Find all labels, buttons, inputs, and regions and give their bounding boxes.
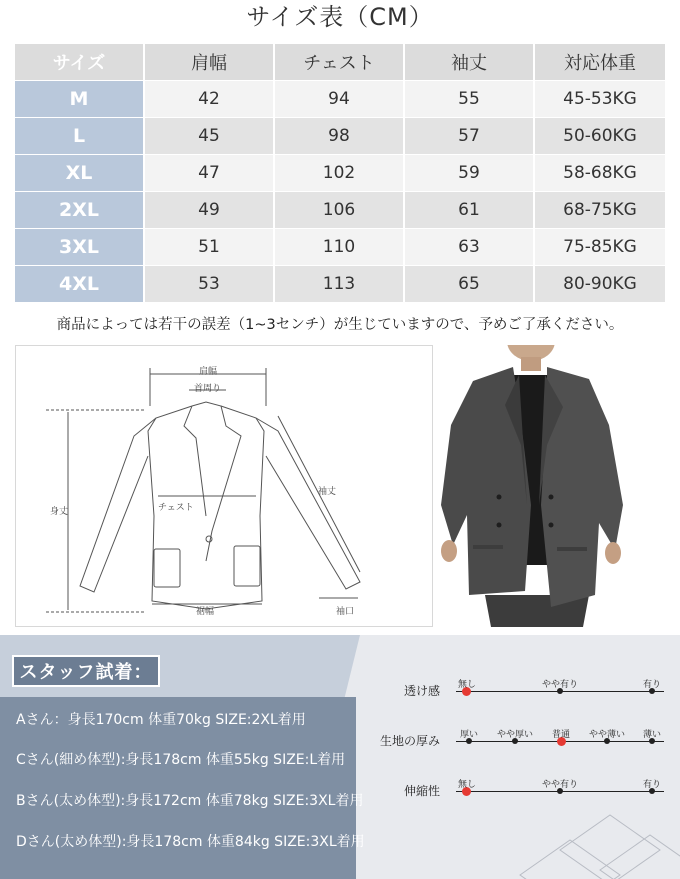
table-cell: 110 [275,229,403,265]
attr-tick-label: 普通 [551,730,571,740]
table-cell: 80-90KG [535,266,665,302]
header-cell-shoulder: 肩幅 [145,44,273,80]
header-cell-size: サイズ [15,44,143,80]
staff-line-b: Bさん(太め体型):身長172cm 体重78kg SIZE:3XL着用 [16,793,364,809]
page-title: サイズ表（CM） [246,3,434,31]
staff-info-box [0,697,365,879]
table-cell: 68-75KG [535,192,665,228]
table-cell: 63 [405,229,533,265]
attr-tick-label: 薄い [642,730,662,740]
table-cell: 47 [145,155,273,191]
model-photo [433,345,665,627]
table-cell-size: 3XL [15,229,143,265]
table-row [15,81,665,117]
attr-tick-label: やや薄い [588,730,626,740]
label-hem: 裾幅 [196,607,215,617]
table-cell: 49 [145,192,273,228]
table-cell: 53 [145,266,273,302]
table-cell: 55 [405,81,533,117]
table-cell: 59 [405,155,533,191]
table-cell-size: 4XL [15,266,143,302]
attr-tick-label: 無し [457,780,477,790]
table-header-row [15,44,665,80]
table-cell: 42 [145,81,273,117]
table-cell: 94 [275,81,403,117]
table-cell: 45-53KG [535,81,665,117]
table-cell: 102 [275,155,403,191]
attr-label-thickness: 生地の厚み [380,734,441,748]
model-wearing-blazer-illustration [433,345,665,627]
table-cell-size: XL [15,155,143,191]
table-cell: 61 [405,192,533,228]
jacket-outline-illustration [16,346,434,628]
staff-fitting-title: スタッフ試着： [12,655,160,687]
label-shoulder: 肩幅 [199,367,218,377]
attr-tick-label: やや有り [541,680,579,690]
table-cell: 57 [405,118,533,154]
table-cell-size: L [15,118,143,154]
label-chest: チェスト [158,503,194,513]
attr-tick-label: 無し [457,680,477,690]
table-cell: 58-68KG [535,155,665,191]
staff-line-c: Cさん(細め体型):身長178cm 体重55kg SIZE:L着用 [16,752,346,768]
measurement-error-note: 商品によっては若干の誤差（1~3センチ）が生じていますので、予めご了承ください。 [56,317,624,333]
table-row [15,155,665,191]
attr-label-stretch: 伸縮性 [403,784,440,798]
label-cuff: 袖口 [336,607,355,617]
attr-tick-label: やや有り [541,780,579,790]
size-table [15,44,665,303]
header-cell-sleeve: 袖丈 [405,44,533,80]
attr-tick-label: 有り [642,680,662,690]
table-cell: 50-60KG [535,118,665,154]
header-cell-weight: 対応体重 [535,44,665,80]
header-cell-chest: チェスト [275,44,403,80]
table-cell: 75-85KG [535,229,665,265]
label-sleeve: 袖丈 [318,487,337,497]
table-row [15,229,665,265]
staff-line-d: Dさん(太め体型):身長178cm 体重84kg SIZE:3XL着用 [16,834,365,850]
measurement-diagram [15,345,433,627]
table-cell: 45 [145,118,273,154]
table-row [15,266,665,302]
attr-label-transparency: 透け感 [403,684,440,698]
table-row [15,192,665,228]
table-cell: 65 [405,266,533,302]
table-cell: 113 [275,266,403,302]
table-cell: 106 [275,192,403,228]
attr-tick-label: やや厚い [496,730,534,740]
attr-tick-label: 厚い [459,730,479,740]
table-cell: 98 [275,118,403,154]
label-length: 身丈 [50,507,69,517]
staff-line-a: Aさん：身長170cm 体重70kg SIZE:2XL着用 [16,712,306,728]
attr-tick-label: 有り [642,780,662,790]
table-cell: 51 [145,229,273,265]
table-cell-size: 2XL [15,192,143,228]
table-cell-size: M [15,81,143,117]
label-neck: 首周り [194,384,222,394]
table-row [15,118,665,154]
